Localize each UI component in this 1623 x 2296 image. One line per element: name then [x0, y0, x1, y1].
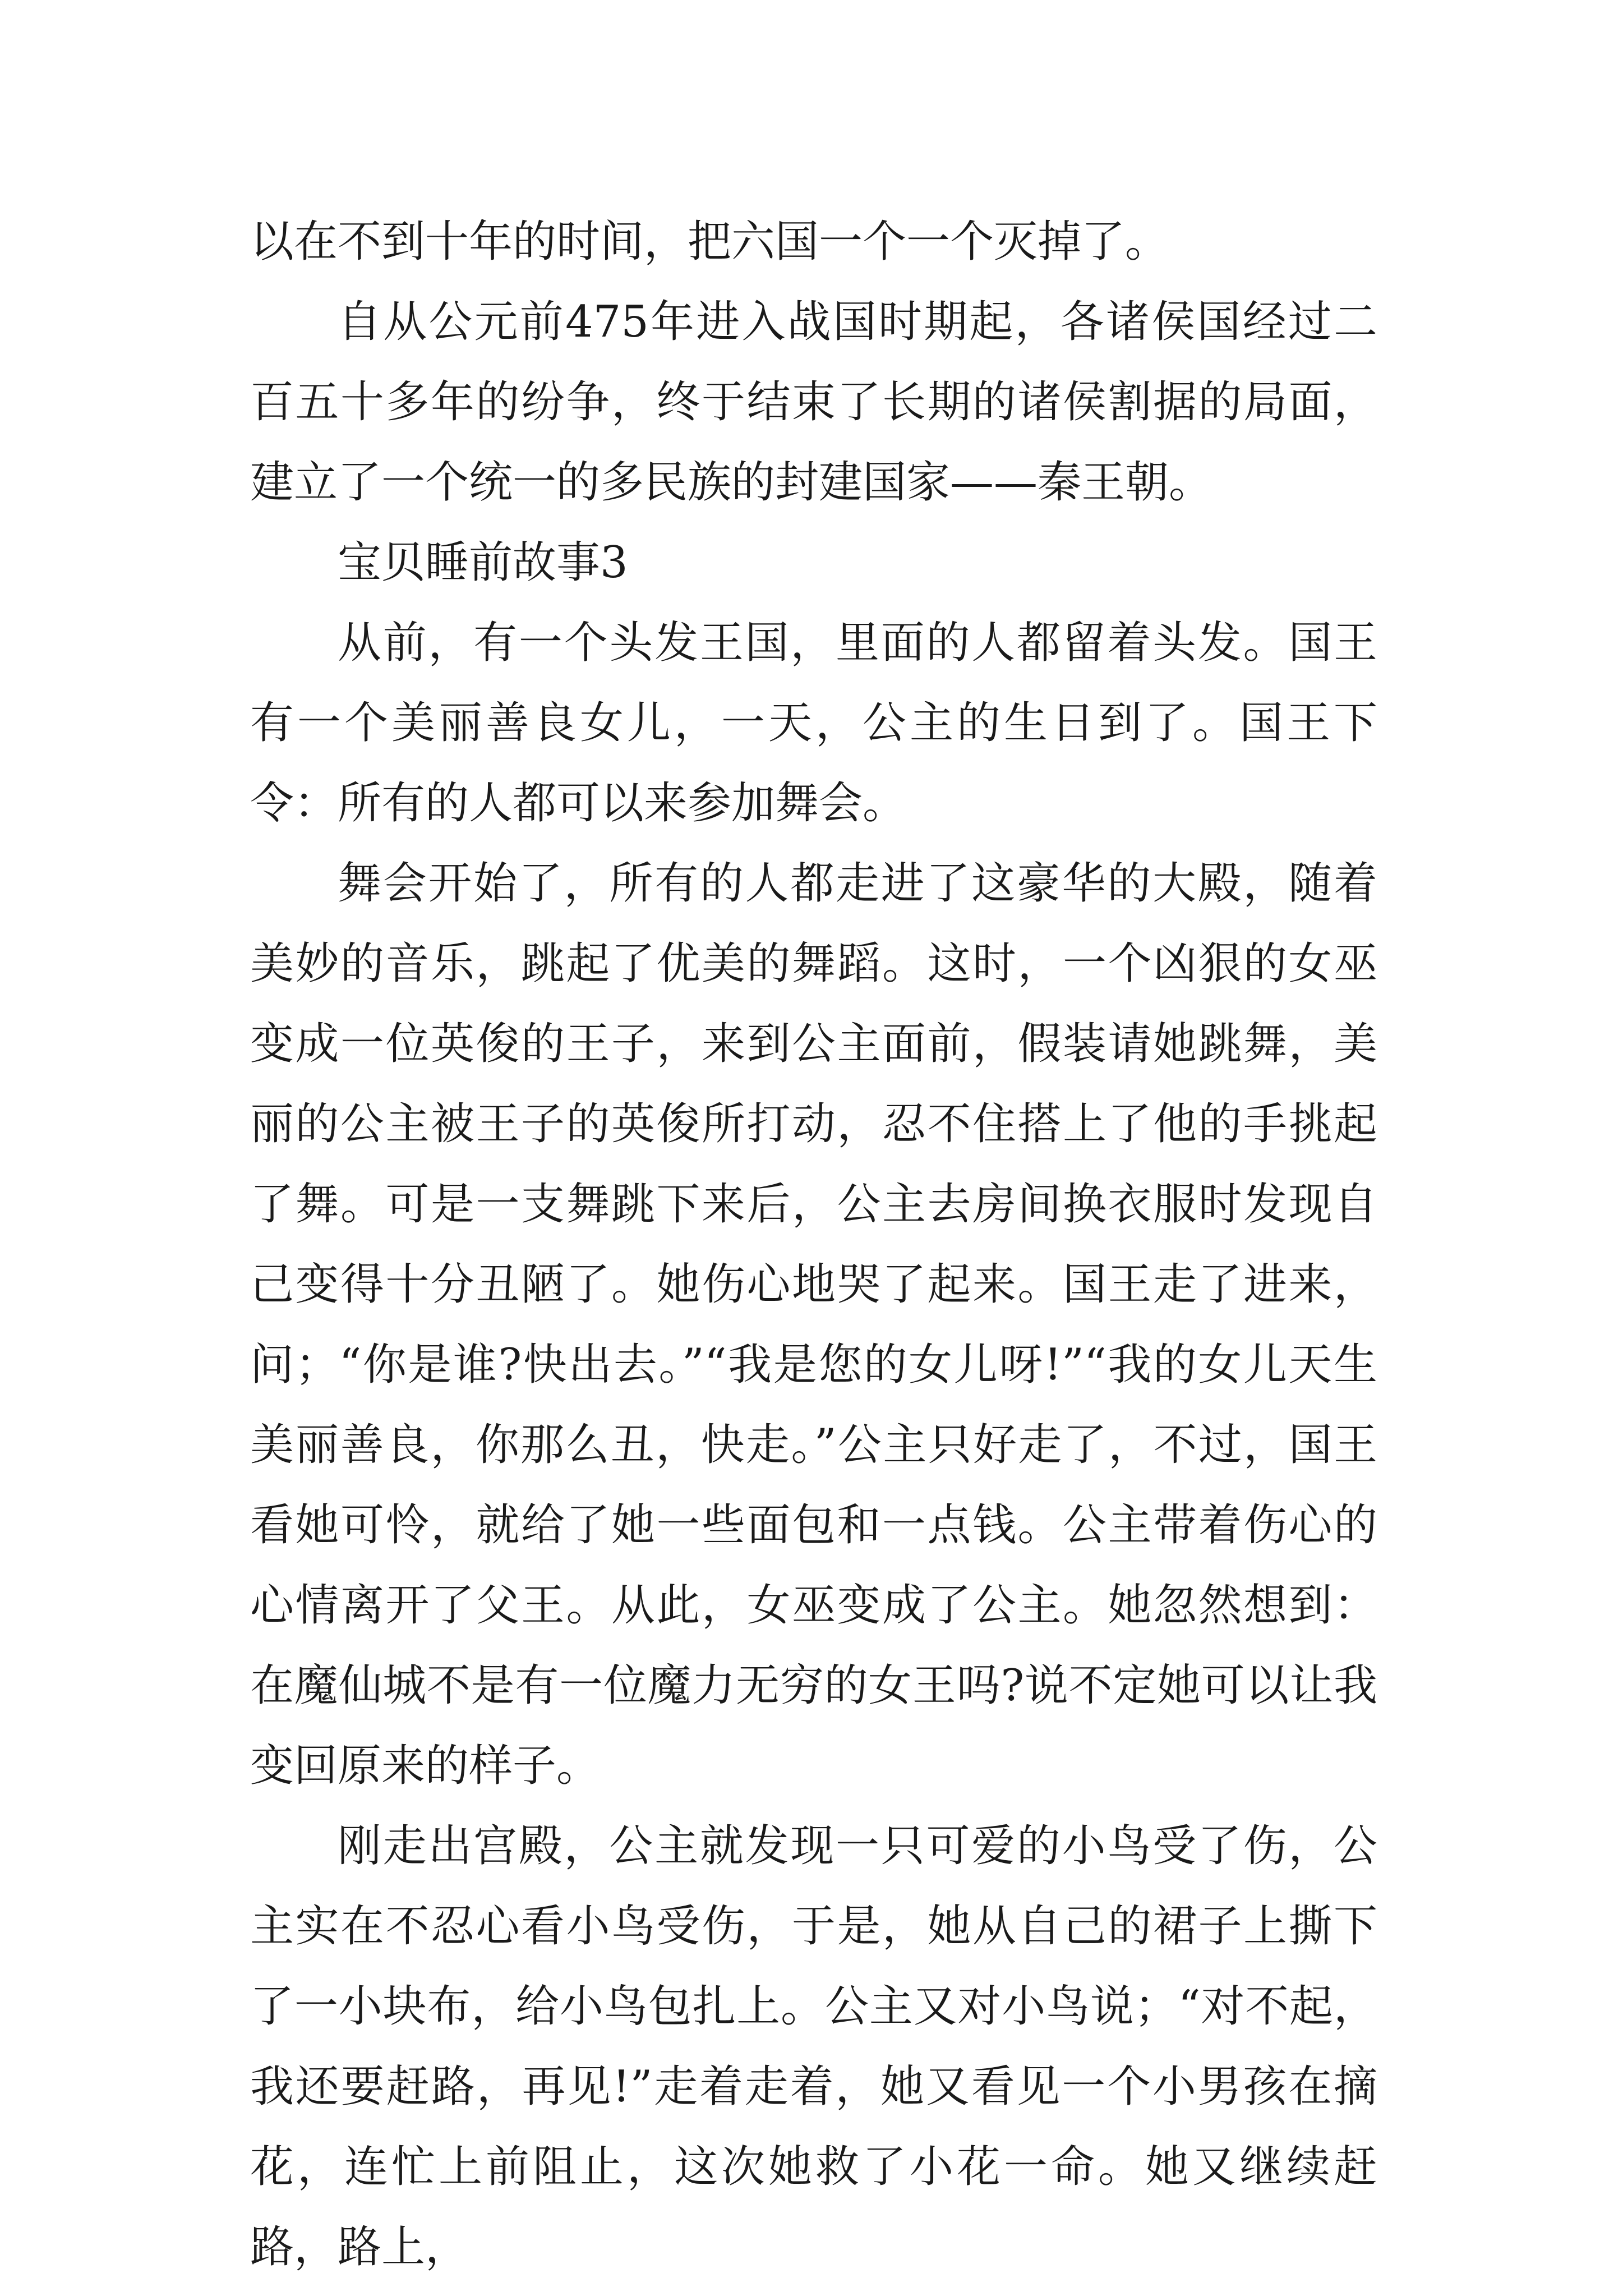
paragraph-hair-kingdom: 从前，有一个头发王国，里面的人都留着头发。国王有一个美丽善良女儿，一天，公主的生日到了。国王下令：所有的人都可以来参加舞会。 [250, 618, 1377, 829]
paragraph-qin-unification: 自从公元前475年进入战国时期起，各诸侯国经过二百五十多年的纷争，终于结束了长期的诸侯割据的局面，建立了一个统一的多民族的封建国家——秦王朝。 [250, 297, 1377, 508]
document-body [250, 202, 1377, 2288]
paragraph-leaving-palace: 刚走出宫殿，公主就发现一只可爱的小鸟受了伤，公主实在不忍心看小鸟受伤，于是，她从自己的裙子上撕下了一小块布，给小鸟包扎上。公主又对小鸟说；“对不起，我还要赶路，再见!”走着走着，她又看见一个小男孩在摘花，连忙上前阻止，这次她救了小花一命。她又继续赶路，路上， [250, 1821, 1377, 2272]
paragraph-dance-party: 舞会开始了，所有的人都走进了这豪华的大殿，随着美妙的音乐，跳起了优美的舞蹈。这时，一个凶狠的女巫变成一位英俊的王子，来到公主面前，假装请她跳舞，美丽的公主被王子的英俊所打动，忍不住搭上了他的手挑起了舞。可是一支舞跳下来后，公主去房间换衣服时发现自己变得十分丑陋了。她伤心地哭了起来。国王走了进来，问；“你是谁?快出去。”“我是您的女儿呀!”“我的女儿天生美丽善良，你那么丑，快走。”公主只好走了，不过，国王看她可怜，就给了她一些面包和一点钱。公主带着伤心的心情离开了父王。从此，女巫变成了公主。她忽然想到：在魔仙城不是有一位魔力无穷的女王吗?说不定她可以让我变回原来的样子。 [250, 858, 1377, 1791]
paragraph-continuation: 以在不到十年的时间，把六国一个一个灭掉了。 [250, 217, 1169, 267]
story-heading: 宝贝睡前故事3 [338, 537, 628, 588]
